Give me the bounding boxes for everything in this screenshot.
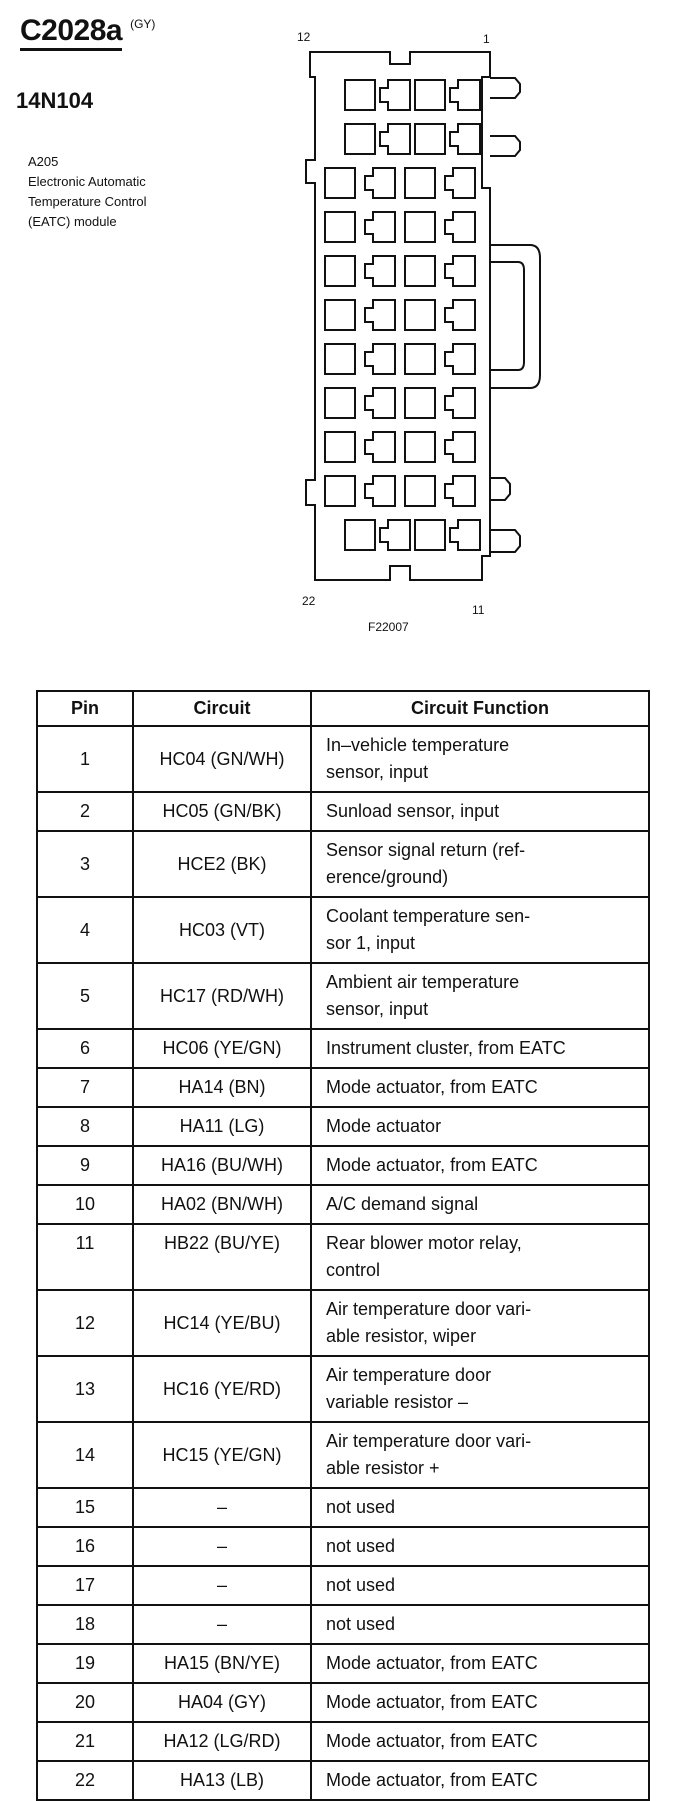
terminal-cavity xyxy=(415,124,445,154)
pin-number: 3 xyxy=(37,831,133,897)
terminal-cavity xyxy=(445,256,475,286)
connector-code: C2028a xyxy=(20,14,122,51)
pin-table xyxy=(36,690,650,1801)
circuit-code: HCE2 (BK) xyxy=(133,831,311,897)
circuit-function-line: Air temperature door vari- xyxy=(326,1299,532,1319)
circuit-function-line: A/C demand signal xyxy=(326,1194,479,1214)
terminal-cavity xyxy=(445,476,475,506)
table-row xyxy=(37,1488,649,1527)
pin-number: 8 xyxy=(37,1107,133,1146)
pin-number: 11 xyxy=(37,1224,133,1290)
circuit-function xyxy=(311,1224,649,1290)
pin-label-1: 1 xyxy=(483,32,490,46)
circuit-function-line: Air temperature door vari- xyxy=(326,1431,532,1451)
circuit-function xyxy=(311,1605,649,1644)
terminal-cavity xyxy=(345,124,375,154)
pin-number: 22 xyxy=(37,1761,133,1800)
description-line: Temperature Control xyxy=(28,194,147,209)
table-row xyxy=(37,1683,649,1722)
terminal-cavity xyxy=(380,80,410,110)
terminal-cavity xyxy=(445,168,475,198)
circuit-function-line: Mode actuator xyxy=(326,1116,442,1136)
circuit-code: – xyxy=(133,1527,311,1566)
terminal-cavity xyxy=(445,300,475,330)
table-row xyxy=(37,1527,649,1566)
locking-tab xyxy=(490,478,510,500)
circuit-function-line: Sensor signal return (ref- xyxy=(326,840,526,860)
header-circuit-function: Circuit Function xyxy=(311,691,649,726)
circuit-function-line: sensor, input xyxy=(326,762,429,782)
description-line: (EATC) module xyxy=(28,214,117,229)
locking-tab xyxy=(490,530,520,552)
terminal-cavity xyxy=(325,388,355,418)
table-row xyxy=(37,1290,649,1356)
table-header-row xyxy=(37,691,649,726)
table-row xyxy=(37,1185,649,1224)
terminal-cavity xyxy=(405,168,435,198)
terminal-cavity xyxy=(450,124,480,154)
pin-number: 15 xyxy=(37,1488,133,1527)
pin-label-11: 11 xyxy=(472,603,485,617)
circuit-function-line: able resistor, wiper xyxy=(326,1326,477,1346)
circuit-function-line: Air temperature door xyxy=(326,1365,492,1385)
pin-number: 18 xyxy=(37,1605,133,1644)
terminal-cavity xyxy=(325,300,355,330)
terminal-cavity xyxy=(365,300,395,330)
circuit-function xyxy=(311,1488,649,1527)
circuit-code: HA04 (GY) xyxy=(133,1683,311,1722)
table-row xyxy=(37,1029,649,1068)
circuit-function-line: not used xyxy=(326,1536,396,1556)
table-row xyxy=(37,726,649,792)
terminal-cavity xyxy=(325,432,355,462)
locking-tab xyxy=(490,136,520,156)
terminal-cavity xyxy=(405,388,435,418)
circuit-code: – xyxy=(133,1488,311,1527)
table-row xyxy=(37,1146,649,1185)
pin-label-22: 22 xyxy=(302,594,316,608)
connector-housing xyxy=(306,52,490,580)
circuit-function xyxy=(311,1146,649,1185)
terminal-cavity xyxy=(445,432,475,462)
terminal-cavity xyxy=(445,344,475,374)
terminal-cavity xyxy=(450,80,480,110)
circuit-function xyxy=(311,1356,649,1422)
circuit-function xyxy=(311,792,649,831)
terminal-cavity xyxy=(345,520,375,550)
circuit-function-line: Mode actuator, from EATC xyxy=(326,1653,538,1673)
circuit-code: HA02 (BN/WH) xyxy=(133,1185,311,1224)
circuit-function-line: variable resistor – xyxy=(326,1392,469,1412)
terminal-cavity xyxy=(365,344,395,374)
pin-number: 4 xyxy=(37,897,133,963)
circuit-function xyxy=(311,1722,649,1761)
terminal-cavity xyxy=(365,212,395,242)
table-row xyxy=(37,1107,649,1146)
pin-number: 17 xyxy=(37,1566,133,1605)
terminal-cavity xyxy=(450,520,480,550)
pin-number: 9 xyxy=(37,1146,133,1185)
circuit-code: HC03 (VT) xyxy=(133,897,311,963)
circuit-function-line: Rear blower motor relay, xyxy=(326,1233,522,1253)
circuit-function xyxy=(311,1422,649,1488)
circuit-function-line: not used xyxy=(326,1614,396,1634)
circuit-function xyxy=(311,1029,649,1068)
circuit-function xyxy=(311,1290,649,1356)
terminal-cavity xyxy=(365,256,395,286)
circuit-function-line: Instrument cluster, from EATC xyxy=(326,1038,566,1058)
circuit-function-line: not used xyxy=(326,1497,396,1517)
terminal-cavity xyxy=(345,80,375,110)
connector-latch xyxy=(490,245,540,388)
terminal-cavity xyxy=(405,476,435,506)
connector-color: (GY) xyxy=(130,17,156,31)
table-row xyxy=(37,1068,649,1107)
table-row xyxy=(37,1356,649,1422)
terminal-cavity xyxy=(405,344,435,374)
circuit-function xyxy=(311,897,649,963)
pin-number: 1 xyxy=(37,726,133,792)
terminal-cavity xyxy=(405,432,435,462)
description-line: A205 xyxy=(28,154,59,169)
figure-id: F22007 xyxy=(368,620,409,634)
circuit-code: HA13 (LB) xyxy=(133,1761,311,1800)
circuit-function xyxy=(311,831,649,897)
terminal-cavity xyxy=(365,388,395,418)
circuit-function xyxy=(311,1107,649,1146)
circuit-function-line: not used xyxy=(326,1575,396,1595)
pin-number: 2 xyxy=(37,792,133,831)
circuit-function-line: Mode actuator, from EATC xyxy=(326,1077,538,1097)
circuit-function-line: Mode actuator, from EATC xyxy=(326,1731,538,1751)
circuit-code: HC06 (YE/GN) xyxy=(133,1029,311,1068)
circuit-function-line: able resistor + xyxy=(326,1458,440,1478)
circuit-function-line: control xyxy=(326,1260,381,1280)
circuit-function-line: Mode actuator, from EATC xyxy=(326,1692,538,1712)
pin-number: 16 xyxy=(37,1527,133,1566)
terminal-cavity xyxy=(365,476,395,506)
circuit-code: HC16 (YE/RD) xyxy=(133,1356,311,1422)
circuit-function xyxy=(311,1527,649,1566)
circuit-code: – xyxy=(133,1566,311,1605)
terminal-cavity xyxy=(380,520,410,550)
circuit-code: HA12 (LG/RD) xyxy=(133,1722,311,1761)
table-row xyxy=(37,1644,649,1683)
circuit-code: HC04 (GN/WH) xyxy=(133,726,311,792)
terminal-cavity xyxy=(325,212,355,242)
circuit-code: HC17 (RD/WH) xyxy=(133,963,311,1029)
connector-face-diagram xyxy=(0,0,688,660)
circuit-function xyxy=(311,726,649,792)
circuit-function-line: sensor, input xyxy=(326,999,429,1019)
connector-latch xyxy=(490,262,524,370)
circuit-function-line: sor 1, input xyxy=(326,933,416,953)
terminal-cavity xyxy=(405,212,435,242)
terminal-cavity xyxy=(405,300,435,330)
table-row xyxy=(37,1422,649,1488)
circuit-code: HC14 (YE/BU) xyxy=(133,1290,311,1356)
circuit-function xyxy=(311,1185,649,1224)
circuit-code: – xyxy=(133,1605,311,1644)
table-row xyxy=(37,831,649,897)
circuit-function-line: erence/ground) xyxy=(326,867,449,887)
circuit-function-line: Coolant temperature sen- xyxy=(326,906,531,926)
circuit-function-line: Mode actuator, from EATC xyxy=(326,1770,538,1790)
circuit-code: HA15 (BN/YE) xyxy=(133,1644,311,1683)
terminal-cavity xyxy=(325,256,355,286)
circuit-code: HA16 (BU/WH) xyxy=(133,1146,311,1185)
terminal-cavity xyxy=(445,388,475,418)
locking-tab xyxy=(490,78,520,98)
circuit-function xyxy=(311,1683,649,1722)
circuit-function xyxy=(311,1068,649,1107)
part-number: 14N104 xyxy=(16,88,94,113)
circuit-code: HA11 (LG) xyxy=(133,1107,311,1146)
table-row xyxy=(37,792,649,831)
circuit-code: HB22 (BU/YE) xyxy=(133,1224,311,1290)
table-row xyxy=(37,897,649,963)
header-pin: Pin xyxy=(37,691,133,726)
circuit-function-line: In–vehicle temperature xyxy=(326,735,510,755)
pin-number: 13 xyxy=(37,1356,133,1422)
terminal-cavity xyxy=(325,344,355,374)
circuit-function xyxy=(311,963,649,1029)
pin-number: 5 xyxy=(37,963,133,1029)
header-circuit: Circuit xyxy=(133,691,311,726)
circuit-function xyxy=(311,1644,649,1683)
terminal-cavity xyxy=(380,124,410,154)
terminal-cavity xyxy=(415,80,445,110)
terminal-cavity xyxy=(325,168,355,198)
circuit-code: HC05 (GN/BK) xyxy=(133,792,311,831)
pin-table-body xyxy=(37,726,649,1800)
circuit-function-line: Sunload sensor, input xyxy=(326,801,500,821)
pin-number: 6 xyxy=(37,1029,133,1068)
table-row xyxy=(37,1605,649,1644)
pin-number: 7 xyxy=(37,1068,133,1107)
pin-number: 20 xyxy=(37,1683,133,1722)
pin-number: 21 xyxy=(37,1722,133,1761)
terminal-cavity xyxy=(445,212,475,242)
circuit-function xyxy=(311,1566,649,1605)
circuit-function-line: Mode actuator, from EATC xyxy=(326,1155,538,1175)
table-row xyxy=(37,1566,649,1605)
terminal-cavity xyxy=(365,432,395,462)
description-line: Electronic Automatic xyxy=(28,174,146,189)
terminal-cavity xyxy=(405,256,435,286)
circuit-code: HC15 (YE/GN) xyxy=(133,1422,311,1488)
circuit-function xyxy=(311,1761,649,1800)
pin-number: 10 xyxy=(37,1185,133,1224)
circuit-function-line: Ambient air temperature xyxy=(326,972,520,992)
table-row xyxy=(37,1224,649,1290)
pin-label-12: 12 xyxy=(297,30,311,44)
pin-number: 12 xyxy=(37,1290,133,1356)
pin-number: 19 xyxy=(37,1644,133,1683)
table-row xyxy=(37,1761,649,1800)
terminal-cavity xyxy=(365,168,395,198)
table-row xyxy=(37,1722,649,1761)
terminal-cavity xyxy=(325,476,355,506)
terminal-cavity xyxy=(415,520,445,550)
circuit-code: HA14 (BN) xyxy=(133,1068,311,1107)
table-row xyxy=(37,963,649,1029)
pin-number: 14 xyxy=(37,1422,133,1488)
